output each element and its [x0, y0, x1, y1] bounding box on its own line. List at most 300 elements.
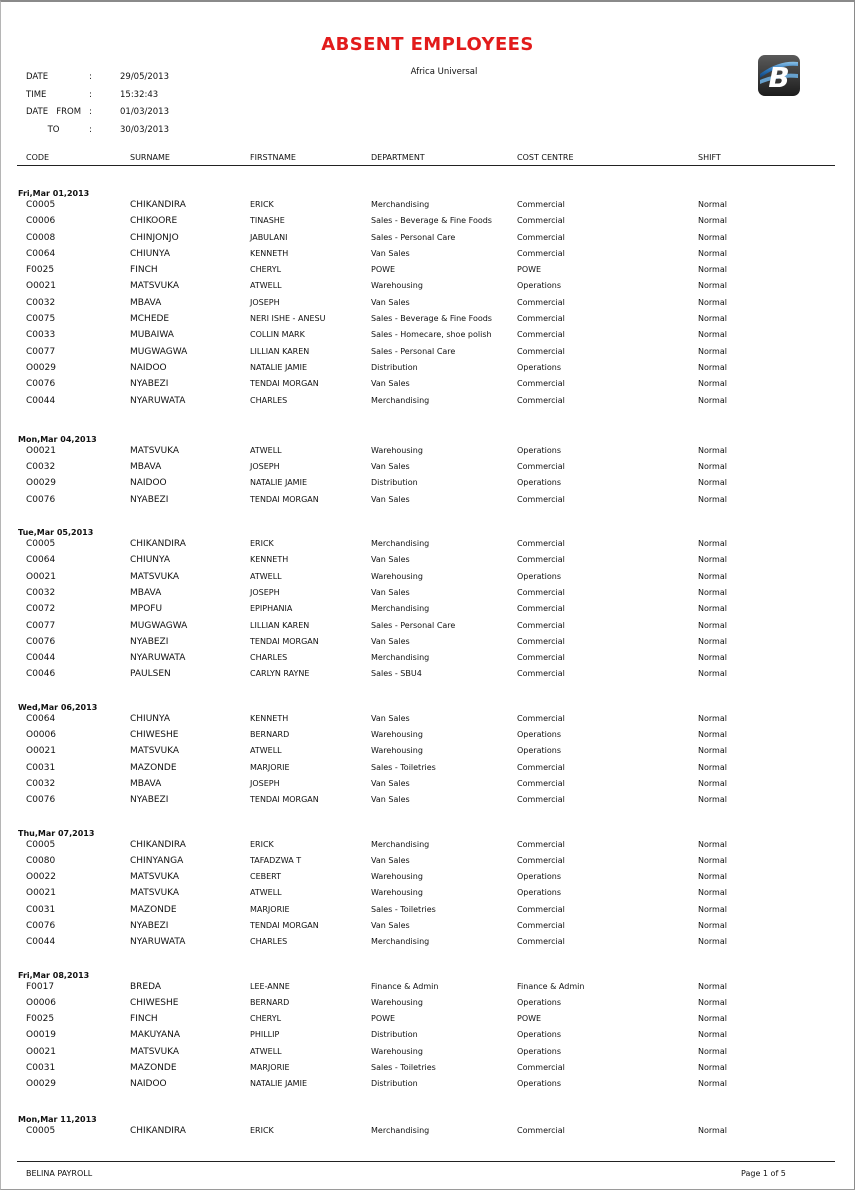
employee-shift: Normal — [698, 265, 727, 275]
employee-code: O0021 — [26, 445, 56, 456]
employee-shift: Normal — [698, 839, 727, 849]
table-row — [1, 233, 854, 249]
employee-surname: CHINYANGA — [130, 855, 184, 866]
meta-value: 01/03/2013 — [120, 107, 169, 117]
employee-surname: MCHEDE — [130, 314, 170, 325]
employee-code: C0064 — [26, 713, 56, 724]
employee-firstname: TENDAI MORGAN — [250, 379, 319, 389]
col-firstname: FIRSTNAME — [250, 153, 296, 162]
employee-department: Van Sales — [371, 297, 410, 307]
employee-cost-centre: Operations — [517, 1079, 561, 1089]
employee-shift: Normal — [698, 855, 727, 865]
employee-firstname: PHILLIP — [250, 1030, 280, 1040]
employee-department: Van Sales — [371, 636, 410, 646]
employee-code: C0032 — [26, 297, 56, 308]
employee-firstname: NATALIE JAMIE — [250, 478, 307, 488]
employee-department: Sales - Personal Care — [371, 346, 456, 356]
employee-firstname: JOSEPH — [250, 297, 280, 307]
employee-code: C0032 — [26, 778, 56, 789]
group-date: Thu,Mar 07,2013 — [18, 828, 95, 838]
employee-surname: NAIDOO — [130, 362, 167, 373]
employee-code: C0005 — [26, 839, 56, 850]
employee-surname: NYABEZI — [130, 795, 169, 806]
employee-firstname: ATWELL — [250, 281, 282, 291]
employee-firstname: MARJORIE — [250, 904, 290, 914]
employee-cost-centre: Commercial — [517, 855, 565, 865]
table-row — [1, 446, 854, 462]
employee-shift: Normal — [698, 1030, 727, 1040]
employee-department: Van Sales — [371, 587, 410, 597]
table-row — [1, 379, 854, 395]
group-date: Wed,Mar 06,2013 — [18, 702, 98, 712]
date-group — [1, 1096, 854, 1142]
employee-cost-centre: Operations — [517, 746, 561, 756]
meta-value: 15:32:43 — [120, 89, 159, 100]
employee-cost-centre: Commercial — [517, 555, 565, 565]
employee-surname: CHINJONJO — [130, 232, 179, 243]
table-row — [1, 621, 854, 637]
employee-cost-centre: Operations — [517, 281, 561, 291]
employee-shift: Normal — [698, 1063, 727, 1073]
footer-divider — [17, 1161, 835, 1162]
table-row — [1, 653, 854, 669]
employee-department: Merchandising — [371, 200, 430, 209]
employee-surname: MUBAIWA — [130, 330, 174, 341]
employee-shift: Normal — [698, 1014, 727, 1024]
employee-shift: Normal — [698, 920, 727, 930]
employee-department: Merchandising — [371, 653, 430, 663]
employee-cost-centre: Commercial — [517, 839, 565, 849]
employee-code: C0005 — [26, 539, 56, 550]
employee-firstname: CHERYL — [250, 265, 282, 275]
employee-cost-centre: Commercial — [517, 778, 565, 788]
employee-shift: Normal — [698, 1046, 727, 1056]
employee-cost-centre: Commercial — [517, 653, 565, 663]
employee-department: Distribution — [371, 1030, 418, 1040]
table-row — [1, 216, 854, 232]
employee-surname: MATSVUKA — [130, 281, 180, 292]
employee-cost-centre: Operations — [517, 888, 561, 898]
employee-department: Distribution — [371, 478, 418, 488]
employee-code: C0076 — [26, 494, 56, 505]
employee-department: Merchandising — [371, 937, 430, 947]
employee-shift: Normal — [698, 281, 727, 291]
employee-cost-centre: Commercial — [517, 587, 565, 597]
date-group — [1, 686, 854, 812]
employee-surname: CHIUNYA — [130, 713, 170, 724]
employee-surname: NAIDOO — [130, 1079, 167, 1090]
table-row — [1, 588, 854, 604]
employee-code: C0044 — [26, 653, 56, 664]
employee-shift: Normal — [698, 216, 727, 226]
employee-cost-centre: Commercial — [517, 330, 565, 340]
employee-surname: MATSVUKA — [130, 1046, 180, 1057]
employee-code: C0031 — [26, 904, 56, 915]
employee-department: Sales - Personal Care — [371, 620, 456, 630]
employee-firstname: LILLIAN KAREN — [250, 620, 310, 630]
employee-surname: PAULSEN — [130, 669, 171, 680]
employee-shift: Normal — [698, 746, 727, 756]
meta-label: DATE FROM — [26, 107, 82, 117]
col-cost-centre: COST CENTRE — [517, 153, 574, 162]
table-row — [1, 937, 854, 953]
employee-surname: CHIKOORE — [130, 216, 178, 227]
table-row — [1, 604, 854, 620]
employee-cost-centre: Operations — [517, 478, 561, 488]
employee-firstname: JOSEPH — [250, 587, 280, 597]
employee-shift: Normal — [698, 555, 727, 565]
employee-department: Van Sales — [371, 248, 410, 258]
employee-firstname: TENDAI MORGAN — [250, 494, 319, 504]
employee-firstname: COLLIN MARK — [250, 330, 305, 340]
employee-department: Sales - Toiletries — [371, 904, 436, 914]
employee-cost-centre: Operations — [517, 997, 561, 1007]
employee-shift: Normal — [698, 904, 727, 914]
employee-surname: MATSVUKA — [130, 445, 180, 456]
meta-value: 30/03/2013 — [120, 124, 169, 135]
employee-cost-centre: Commercial — [517, 620, 565, 630]
employee-department: Merchandising — [371, 539, 430, 549]
employee-firstname: CHARLES — [250, 937, 288, 947]
employee-shift: Normal — [698, 669, 727, 679]
table-row — [1, 637, 854, 653]
employee-shift: Normal — [698, 379, 727, 389]
employee-shift: Normal — [698, 297, 727, 307]
employee-shift: Normal — [698, 571, 727, 581]
report-body — [1, 174, 854, 1142]
employee-firstname: BERNARD — [250, 997, 290, 1007]
employee-shift: Normal — [698, 314, 727, 324]
employee-cost-centre: Commercial — [517, 297, 565, 307]
employee-shift: Normal — [698, 395, 727, 405]
employee-firstname: NATALIE JAMIE — [250, 362, 307, 372]
employee-department: Van Sales — [371, 494, 410, 504]
employee-shift: Normal — [698, 445, 727, 455]
table-row — [1, 1126, 854, 1142]
employee-firstname: TINASHE — [250, 216, 285, 226]
employee-department: Merchandising — [371, 395, 430, 405]
employee-firstname: TAFADZWA T — [250, 855, 302, 865]
table-row — [1, 555, 854, 571]
employee-code: O0019 — [26, 1030, 56, 1041]
employee-firstname: NATALIE JAMIE — [250, 1079, 307, 1089]
table-row — [1, 1079, 854, 1095]
employee-firstname: CHARLES — [250, 653, 288, 663]
employee-cost-centre: Commercial — [517, 669, 565, 679]
employee-code: O0022 — [26, 872, 56, 883]
employee-code: O0021 — [26, 571, 56, 582]
table-row — [1, 669, 854, 685]
table-row — [1, 763, 854, 779]
employee-cost-centre: Commercial — [517, 604, 565, 614]
employee-surname: CHIWESHE — [130, 997, 179, 1008]
table-row — [1, 572, 854, 588]
employee-shift: Normal — [698, 494, 727, 504]
employee-department: Warehousing — [371, 872, 423, 882]
employee-cost-centre: Commercial — [517, 1125, 565, 1135]
employee-surname: NYABEZI — [130, 920, 169, 931]
employee-cost-centre: Operations — [517, 872, 561, 882]
table-row — [1, 363, 854, 379]
employee-department: Sales - Toiletries — [371, 762, 436, 772]
employee-department: POWE — [371, 1014, 396, 1024]
table-row — [1, 888, 854, 904]
employee-firstname: LEE-ANNE — [250, 981, 290, 991]
employee-surname: NYARUWATA — [130, 937, 186, 948]
employee-department: Sales - Homecare, shoe polish — [371, 330, 492, 340]
employee-cost-centre: Commercial — [517, 248, 565, 258]
employee-department: Sales - SBU4 — [371, 669, 422, 679]
employee-code: O0006 — [26, 997, 56, 1008]
employee-surname: MATSVUKA — [130, 746, 180, 757]
employee-code: O0006 — [26, 730, 56, 741]
employee-cost-centre: Commercial — [517, 494, 565, 504]
employee-firstname: LILLIAN KAREN — [250, 346, 310, 356]
employee-surname: NYABEZI — [130, 636, 169, 647]
employee-shift: Normal — [698, 888, 727, 898]
table-row — [1, 1047, 854, 1063]
employee-shift: Normal — [698, 778, 727, 788]
group-date: Tue,Mar 05,2013 — [18, 528, 94, 538]
employee-surname: MPOFU — [130, 604, 163, 615]
date-group — [1, 954, 854, 1096]
employee-firstname: MARJORIE — [250, 1063, 290, 1073]
employee-firstname: CHERYL — [250, 1014, 282, 1024]
employee-surname: MATSVUKA — [130, 888, 180, 899]
employee-shift: Normal — [698, 462, 727, 472]
table-row — [1, 1014, 854, 1030]
employee-surname: FINCH — [130, 265, 158, 276]
employee-firstname: CHARLES — [250, 395, 288, 405]
employee-cost-centre: Commercial — [517, 1063, 565, 1073]
table-row — [1, 330, 854, 346]
employee-surname: MAZONDE — [130, 904, 177, 915]
table-row — [1, 921, 854, 937]
employee-department: Warehousing — [371, 1046, 423, 1056]
table-row — [1, 249, 854, 265]
employee-surname: MBAVA — [130, 462, 162, 473]
employee-shift: Normal — [698, 330, 727, 340]
employee-department: Distribution — [371, 1079, 418, 1089]
employee-code: C0064 — [26, 555, 56, 566]
employee-surname: MUGWAGWA — [130, 346, 188, 357]
table-row — [1, 905, 854, 921]
employee-code: C0031 — [26, 762, 56, 773]
meta-label: TO — [26, 124, 60, 135]
employee-department: Sales - Beverage & Fine Foods — [371, 314, 492, 324]
table-row — [1, 200, 854, 216]
employee-shift: Normal — [698, 539, 727, 549]
employee-surname: NAIDOO — [130, 478, 167, 489]
table-row — [1, 495, 854, 511]
employee-firstname: KENNETH — [250, 555, 289, 565]
table-row — [1, 281, 854, 297]
table-row — [1, 714, 854, 730]
employee-shift: Normal — [698, 872, 727, 882]
employee-firstname: EPIPHANIA — [250, 604, 293, 614]
employee-shift: Normal — [698, 232, 727, 242]
employee-cost-centre: Commercial — [517, 920, 565, 930]
employee-surname: CHIWESHE — [130, 730, 179, 741]
employee-surname: CHIKANDIRA — [130, 839, 186, 850]
footer-page-number: Page 1 of 5 — [741, 1169, 786, 1178]
employee-department: Merchandising — [371, 1125, 430, 1135]
report-title: ABSENT EMPLOYEES — [321, 34, 534, 55]
employee-cost-centre: Commercial — [517, 795, 565, 805]
employee-cost-centre: POWE — [517, 265, 542, 275]
employee-cost-centre: Operations — [517, 1046, 561, 1056]
employee-code: C0077 — [26, 620, 56, 631]
employee-cost-centre: Commercial — [517, 904, 565, 914]
employee-code: C0076 — [26, 795, 56, 806]
employee-firstname: ERICK — [250, 839, 274, 849]
meta-value: 29/05/2013 — [120, 72, 169, 82]
employee-cost-centre: Finance & Admin — [517, 981, 585, 991]
employee-code: O0021 — [26, 1046, 56, 1057]
table-row — [1, 795, 854, 811]
col-shift: SHIFT — [698, 153, 721, 162]
employee-shift: Normal — [698, 762, 727, 772]
employee-code: F0025 — [26, 265, 55, 276]
employee-surname: CHIKANDIRA — [130, 200, 186, 210]
employee-code: O0029 — [26, 362, 56, 373]
employee-firstname: ERICK — [250, 539, 274, 549]
date-group — [1, 511, 854, 686]
employee-code: C0072 — [26, 604, 56, 615]
employee-firstname: ERICK — [250, 1125, 274, 1135]
employee-code: C0075 — [26, 314, 56, 325]
employee-code: C0046 — [26, 669, 56, 680]
employee-surname: NYARUWATA — [130, 653, 186, 664]
employee-surname: CHIKANDIRA — [130, 539, 186, 550]
employee-code: F0025 — [26, 1014, 55, 1025]
footer-app-name: BELINA PAYROLL — [26, 1169, 93, 1178]
table-row — [1, 347, 854, 363]
employee-cost-centre: Commercial — [517, 379, 565, 389]
employee-surname: MAZONDE — [130, 1063, 177, 1074]
employee-code: C0076 — [26, 920, 56, 931]
employee-cost-centre: Commercial — [517, 636, 565, 646]
employee-code: O0029 — [26, 478, 56, 489]
employee-department: Finance & Admin — [371, 981, 439, 991]
employee-shift: Normal — [698, 587, 727, 597]
employee-shift: Normal — [698, 248, 727, 258]
employee-surname: NYABEZI — [130, 494, 169, 505]
col-code: CODE — [26, 153, 50, 162]
employee-firstname: ATWELL — [250, 1046, 282, 1056]
table-row — [1, 998, 854, 1014]
employee-firstname: KENNETH — [250, 713, 289, 723]
employee-department: Van Sales — [371, 855, 410, 865]
table-row — [1, 840, 854, 856]
employee-department: Van Sales — [371, 795, 410, 805]
employee-cost-centre: Commercial — [517, 395, 565, 405]
employee-code: C0044 — [26, 395, 56, 406]
table-row — [1, 298, 854, 314]
employee-cost-centre: Commercial — [517, 314, 565, 324]
table-row — [1, 314, 854, 330]
table-row — [1, 779, 854, 795]
employee-department: Warehousing — [371, 997, 423, 1007]
employee-department: Warehousing — [371, 730, 423, 740]
employee-firstname: CARLYN RAYNE — [250, 669, 310, 679]
employee-department: Van Sales — [371, 462, 410, 472]
employee-cost-centre: Commercial — [517, 216, 565, 226]
table-row — [1, 265, 854, 281]
belina-logo-icon — [757, 54, 801, 97]
table-row — [1, 478, 854, 494]
employee-department: Warehousing — [371, 888, 423, 898]
employee-cost-centre: Commercial — [517, 462, 565, 472]
employee-cost-centre: Operations — [517, 571, 561, 581]
employee-code: F0017 — [26, 981, 55, 992]
meta-label: DATE — [26, 72, 49, 82]
meta-label: TIME — [26, 89, 47, 100]
employee-surname: NYARUWATA — [130, 395, 186, 406]
employee-shift: Normal — [698, 478, 727, 488]
meta-colon: : — [89, 107, 92, 117]
employee-code: C0005 — [26, 1125, 56, 1136]
employee-surname: CHIKANDIRA — [130, 1125, 186, 1136]
table-row — [1, 856, 854, 872]
employee-firstname: MARJORIE — [250, 762, 290, 772]
employee-department: Merchandising — [371, 839, 430, 849]
employee-firstname: KENNETH — [250, 248, 289, 258]
table-row — [1, 462, 854, 478]
group-date: Fri,Mar 01,2013 — [18, 189, 90, 198]
employee-shift: Normal — [698, 937, 727, 947]
employee-firstname: ATWELL — [250, 746, 282, 756]
employee-surname: MBAVA — [130, 297, 162, 308]
employee-code: C0076 — [26, 636, 56, 647]
employee-department: Warehousing — [371, 571, 423, 581]
employee-cost-centre: Commercial — [517, 346, 565, 356]
employee-department: Sales - Beverage & Fine Foods — [371, 216, 492, 226]
date-group — [1, 412, 854, 511]
employee-firstname: TENDAI MORGAN — [250, 795, 319, 805]
employee-code: C0032 — [26, 462, 56, 473]
employee-cost-centre: Commercial — [517, 937, 565, 947]
employee-department: Van Sales — [371, 713, 410, 723]
date-group — [1, 174, 854, 412]
employee-shift: Normal — [698, 795, 727, 805]
employee-firstname: ATWELL — [250, 571, 282, 581]
group-date: Fri,Mar 08,2013 — [18, 970, 90, 980]
employee-code: O0021 — [26, 281, 56, 292]
col-surname: SURNAME — [130, 153, 170, 162]
column-headers — [1, 153, 854, 165]
employee-department: Van Sales — [371, 778, 410, 788]
employee-shift: Normal — [698, 362, 727, 372]
employee-firstname: ERICK — [250, 200, 274, 209]
meta-colon: : — [89, 124, 92, 135]
employee-department: Merchandising — [371, 604, 430, 614]
employee-code: O0021 — [26, 888, 56, 899]
table-row — [1, 746, 854, 762]
employee-department: Van Sales — [371, 555, 410, 565]
employee-surname: MATSVUKA — [130, 571, 180, 582]
employee-cost-centre: Operations — [517, 362, 561, 372]
employee-code: C0032 — [26, 587, 56, 598]
employee-firstname: CEBERT — [250, 872, 282, 882]
employee-cost-centre: POWE — [517, 1014, 542, 1024]
table-row — [1, 872, 854, 888]
employee-cost-centre: Commercial — [517, 200, 565, 209]
employee-cost-centre: Commercial — [517, 232, 565, 242]
group-date: Mon,Mar 11,2013 — [18, 1114, 97, 1124]
group-date: Mon,Mar 04,2013 — [18, 434, 97, 444]
meta-colon: : — [89, 72, 92, 82]
